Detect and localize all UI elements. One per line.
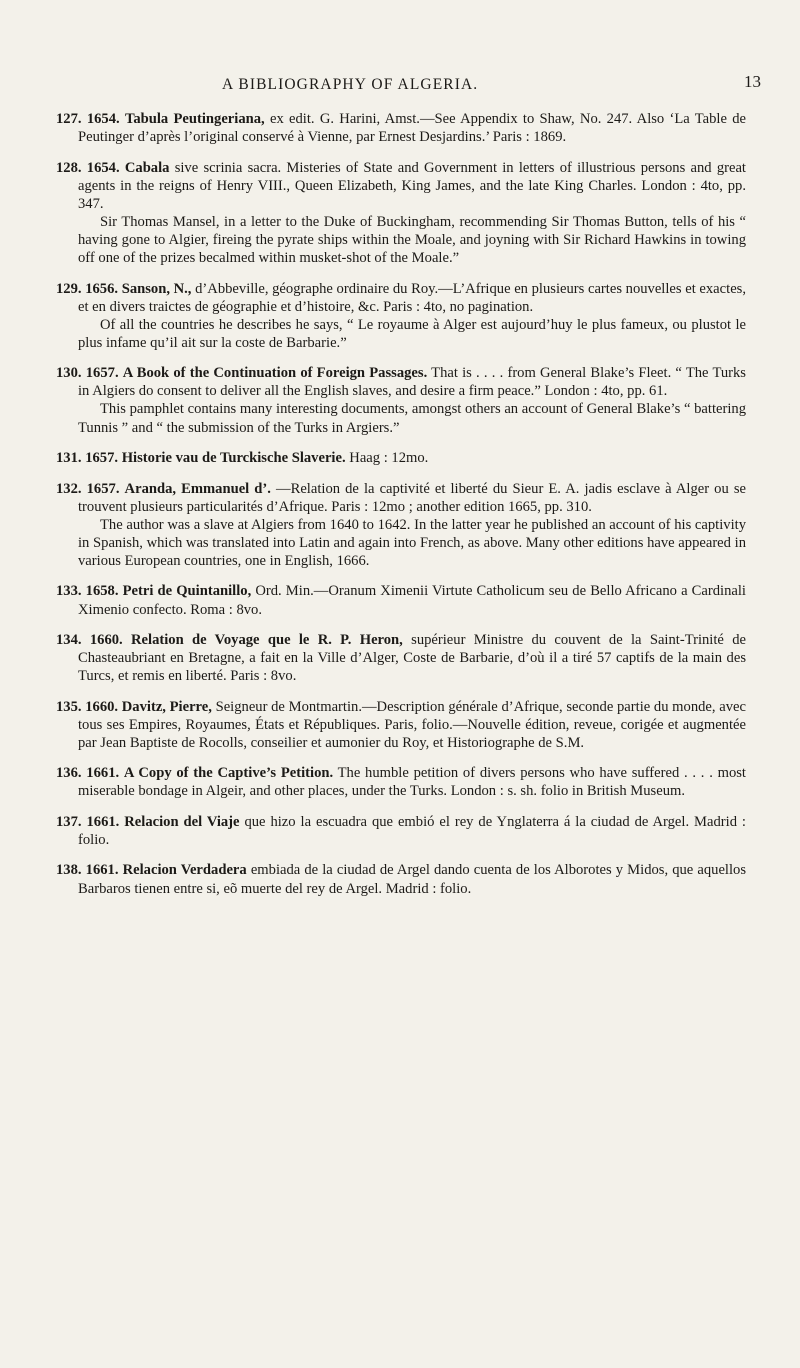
entry-number: 129.	[56, 280, 82, 297]
entry-description: That is . . . . from General Blake’s Fleet. “ The Turks in Algiers do consent to deliver all the English slaves, and desire a firm peace.” London : 4to, pp. 61.	[78, 365, 746, 400]
entry-number: 135.	[56, 698, 82, 715]
entry-title: Historie vau de Turckische Slaverie.	[121, 450, 346, 467]
entry-text	[56, 364, 746, 400]
entry-title: Relacion del Viaje	[124, 813, 240, 830]
entry-title: Relacion Verdadera	[122, 862, 247, 879]
entry-number: 130.	[56, 365, 82, 382]
entry-number: 133.	[56, 583, 82, 600]
entry-year: 1654.	[86, 159, 120, 176]
entry-title: Davitz, Pierre,	[121, 698, 212, 715]
entry-text	[56, 813, 746, 849]
page-number: 13	[744, 72, 761, 91]
entry-description: ex edit. G. Harini, Amst.—See Appendix to Shaw, No. 247. Also ‘La Table de Peutinger d’après l’original conservé à Vienne, par Ernest Desjardins.’ Paris : 1869.	[78, 111, 746, 146]
entry-year: 1660.	[85, 698, 119, 715]
bibliography-entry	[56, 480, 746, 570]
entry-description: Seigneur de Montmartin.—Description générale d’Afrique, seconde partie du monde, avec tous ses Empires, Royaumes, États et Républiques. Paris, folio.—Nouvelle édition, reveue, corigée et augmentée par Jean Baptiste de Rocolls, conseilier et aumonier du Roy, et Historiographe de S.M.	[78, 698, 746, 751]
entry-note: Sir Thomas Mansel, in a letter to the Duke of Buckingham, recommending Sir Thomas Button, tells of his “ having gone to Algier, fireing the pyrate ships within the Moale, and joyning with Sir Richard Hawkins in towing off one of the prizes becalmed within musket-shot of the Moale.”	[78, 213, 746, 267]
entry-text	[56, 449, 746, 467]
entry-year: 1661.	[85, 862, 119, 879]
entry-number: 127.	[56, 111, 82, 127]
entry-description: embiada de la ciudad de Argel dando cuenta de los Alborotes y Midos, que aquellos Barbaros tienen entre si, eõ muerte del rey de Argel. Madrid : folio.	[78, 862, 747, 897]
bibliography-entry	[56, 582, 746, 618]
entry-text	[56, 631, 746, 685]
entry-year: 1654.	[86, 111, 120, 127]
entry-text	[56, 480, 746, 516]
bibliography-entry	[56, 110, 746, 146]
entry-title: Aranda, Emmanuel d’.	[124, 480, 271, 497]
entry-description: d’Abbeville, géographe ordinaire du Roy.—L’Afrique en plusieurs cartes nouvelles et exactes, et en divers traictes de géographie et d’histoire, &c. Paris : 4to, no pagination.	[78, 280, 746, 315]
entry-year: 1661.	[86, 765, 120, 782]
entry-title: Relation de Voyage que le R. P. Heron,	[131, 631, 403, 648]
entry-year: 1657.	[85, 365, 119, 382]
entry-number: 131.	[56, 450, 82, 467]
entry-note: The author was a slave at Algiers from 1640 to 1642. In the latter year he published an account of his captivity in Spanish, which was translated into Latin and again into French, as above. Many other editions have appeared in various European countries, one in English, 1666.	[78, 516, 746, 569]
bibliography-entry	[56, 764, 746, 800]
entry-number: 137.	[56, 813, 82, 830]
entry-description: The humble petition of divers persons who have suffered . . . . most miserable bondage in Algeir, and other places, under the Turks. London : s. sh. folio in British Museum.	[78, 765, 746, 800]
entry-title: Tabula Peutingeriana,	[124, 111, 265, 127]
entry-number: 134.	[56, 631, 82, 648]
bibliography-entries	[56, 110, 746, 910]
bibliography-entry	[56, 631, 746, 685]
bibliography-entry	[56, 449, 746, 467]
entry-number: 128.	[56, 159, 82, 176]
entry-note: This pamphlet contains many interesting documents, amongst others an account of General Blake’s “ battering Tunnis ” and “ the submission of the Turks in Argiers.”	[78, 401, 746, 436]
entry-year: 1661.	[86, 813, 120, 830]
entry-description: Ord. Min.—Oranum Ximenii Virtute Catholicum seu de Bello Africano a Cardinali Ximenio confecto. Roma : 8vo.	[78, 583, 746, 618]
bibliography-entry	[56, 813, 746, 849]
bibliography-entry	[56, 364, 746, 436]
entry-text	[56, 861, 746, 897]
entry-text	[56, 280, 746, 316]
entry-number: 138.	[56, 862, 82, 879]
entry-number: 136.	[56, 765, 82, 782]
bibliography-entry	[56, 698, 746, 752]
entry-year: 1657.	[85, 450, 119, 467]
entry-year: 1658.	[85, 583, 119, 600]
running-head: A BIBLIOGRAPHY OF ALGERIA.	[222, 76, 479, 93]
entry-text	[56, 698, 746, 752]
bibliography-entry	[56, 861, 746, 897]
entry-text	[56, 110, 746, 146]
entry-year: 1656.	[85, 280, 119, 297]
entry-description: —Relation de la captivité et liberté du Sieur E. A. jadis esclave à Alger ou se trouvent plusieurs particularités d’Afrique. Paris : 12mo ; another edition 1665, pp. 310.	[78, 480, 746, 515]
entry-description: sive scrinia sacra. Misteries of State and Government in letters of illustrious persons and great agents in the reigns of Henry VIII., Queen Elizabeth, King James, and the late King Charles. London : 4to, pp. 347.	[78, 159, 746, 212]
entry-text	[56, 582, 746, 618]
page-header	[0, 72, 800, 106]
bibliography-entry	[56, 280, 746, 352]
entry-text	[56, 159, 746, 213]
entry-title: Sanson, N.,	[121, 280, 192, 297]
entry-number: 132.	[56, 480, 82, 497]
entry-note: Of all the countries he describes he says, “ Le royaume à Alger est aujourd’huy le plus fameux, ou plustot le plus infame qu’il ait sur la coste de Barbarie.”	[78, 316, 746, 351]
entry-text	[56, 764, 746, 800]
entry-title: A Book of the Continuation of Foreign Passages.	[122, 365, 428, 382]
entry-title: A Copy of the Captive’s Petition.	[123, 765, 334, 782]
entry-description: Haag : 12mo.	[349, 450, 429, 467]
entry-year: 1660.	[89, 631, 123, 648]
bibliography-entry	[56, 159, 746, 268]
entry-description: que hizo la escuadra que embió el rey de Ynglaterra á la ciudad de Argel. Madrid : folio.	[78, 813, 746, 848]
entry-year: 1657.	[86, 480, 120, 497]
entry-description: supérieur Ministre du couvent de la Saint-Trinité de Chasteaubriant en Bretagne, a fait en la Ville d’Alger, Coste de Barbarie, d’où il a tiré 57 captifs de la main des Turcs, et remis en liberté. Paris : 8vo.	[78, 631, 746, 685]
entry-title: Cabala	[124, 159, 170, 176]
entry-title: Petri de Quintanillo,	[122, 583, 252, 600]
